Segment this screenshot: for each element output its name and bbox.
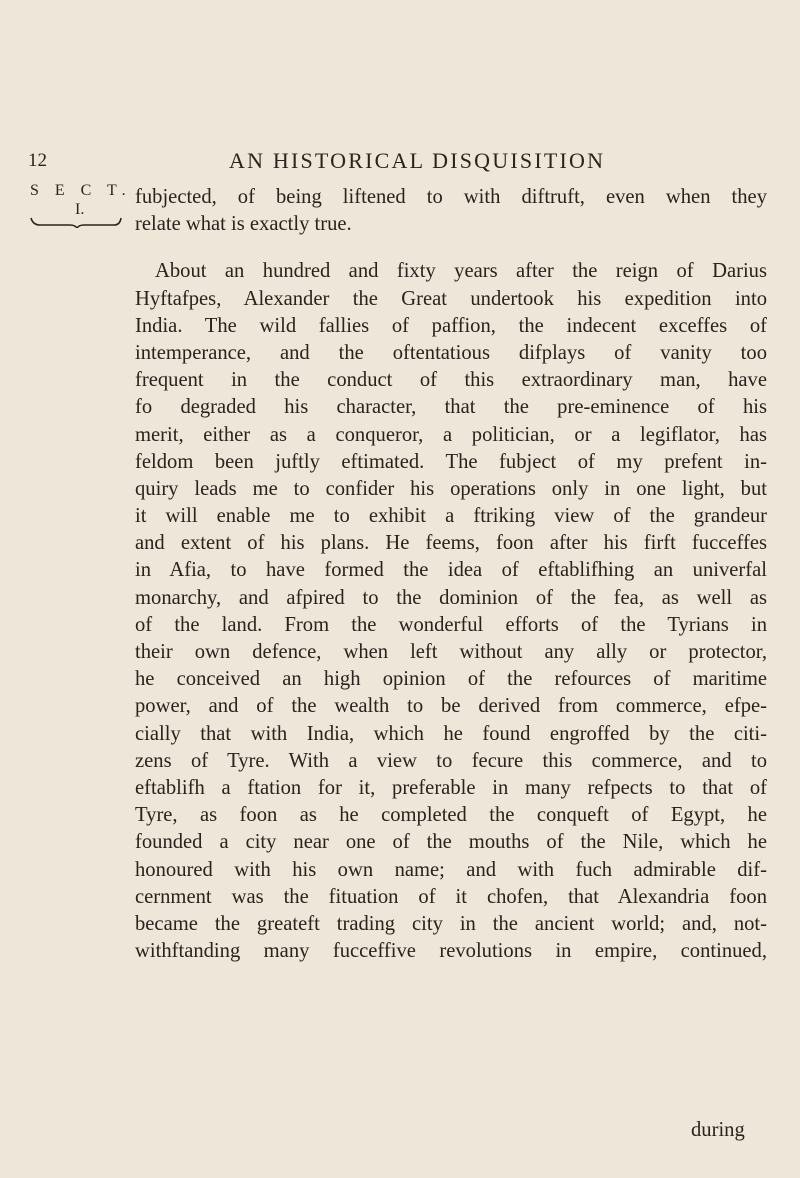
text-line: and extent of his plans. He feems, foon after his firft fucceffes bbox=[135, 532, 767, 555]
text-line: Hyftafpes, Alexander the Great undertook his expedition into bbox=[135, 287, 767, 310]
section-brace bbox=[30, 216, 122, 228]
text-line: of the land. From the wonderful efforts of the Tyrians in bbox=[135, 613, 767, 636]
section-label: S E C T. bbox=[30, 182, 132, 199]
text-line: monarchy, and afpired to the dominion of the fea, as well as bbox=[135, 586, 767, 609]
text-line: fo degraded his character, that the pre-eminence of his bbox=[135, 396, 767, 419]
text-line: founded a city near one of the mouths of the Nile, which he bbox=[135, 831, 767, 854]
text-line: he conceived an high opinion of the refources of maritime bbox=[135, 668, 767, 691]
text-line: power, and of the wealth to be derived from commerce, efpe- bbox=[135, 695, 767, 718]
text-line: eftablifh a ftation for it, preferable in many refpects to that of bbox=[135, 776, 767, 799]
text-line: intemperance, and the oftentatious difplays of vanity too bbox=[135, 341, 767, 364]
running-head: AN HISTORICAL DISQUISITION bbox=[229, 148, 606, 173]
text-line: feldom been juftly eftimated. The fubject of my prefent in- bbox=[135, 450, 767, 473]
page-number: 12 bbox=[28, 150, 47, 171]
text-line: frequent in the conduct of this extraordinary man, have bbox=[135, 369, 767, 392]
text-line: their own defence, when left without any ally or protector, bbox=[135, 641, 767, 663]
text-line: About an hundred and fixty years after the reign of Darius bbox=[155, 260, 767, 283]
text-line: it will enable me to exhibit a ftriking view of the grandeur bbox=[135, 505, 767, 528]
section-margin-note bbox=[30, 182, 132, 218]
text-line: fubjected, of being liftened to with diftruft, even when they bbox=[135, 186, 767, 208]
text-line: withftanding many fucceffive revolutions in empire, continued, bbox=[135, 940, 767, 963]
section-number: I. bbox=[75, 201, 85, 218]
text-line: became the greateft trading city in the ancient world; and, not- bbox=[135, 912, 767, 935]
text-line: in Afia, to have formed the idea of eftablifhing an univerfal bbox=[135, 559, 767, 582]
text-line: relate what is exactly true. bbox=[135, 213, 352, 236]
body-text bbox=[135, 184, 767, 965]
paragraph-gap bbox=[135, 238, 767, 258]
text-line: cernment was the fituation of it chofen, that Alexandria foon bbox=[135, 885, 767, 908]
text-line: merit, either as a conqueror, a politician, or a legiflator, has bbox=[135, 423, 767, 446]
text-line: zens of Tyre. With a view to fecure this commerce, and to bbox=[135, 749, 767, 772]
text-line: India. The wild fallies of paffion, the indecent exceffes of bbox=[135, 314, 767, 337]
text-line: Tyre, as foon as he completed the conqueft of Egypt, he bbox=[135, 804, 767, 827]
text-line: quiry leads me to confider his operations only in one light, but bbox=[135, 477, 767, 500]
text-line: cially that with India, which he found engroffed by the citi- bbox=[135, 722, 767, 745]
text-line: honoured with his own name; and with fuch admirable dif- bbox=[135, 858, 767, 881]
catchword: during bbox=[691, 1119, 745, 1141]
